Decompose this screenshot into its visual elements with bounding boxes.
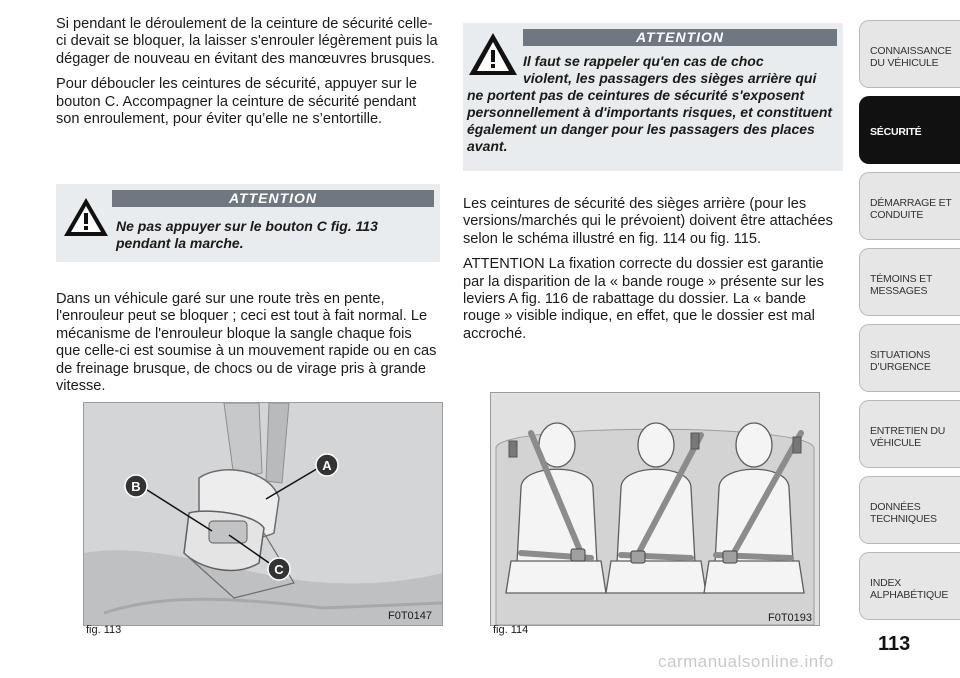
fig114-code: F0T0193 bbox=[768, 612, 813, 624]
fig113-label: fig. 113 bbox=[86, 624, 122, 636]
paragraph-unwind: Si pendant le déroulement de la ceinture de sécurité celle-ci devait se bloquer, la laisser s'enrouler légèrement puis la dégager de nouveau en évitant des manœuvres brusques. bbox=[56, 16, 438, 67]
paragraph-unbuckle: Pour déboucler les ceintures de sécurité, appuyer sur le bouton C. Accompagner la ceinture de sécurité pendant son enroulement, pour éviter qu’elle ne s’entortille. bbox=[56, 76, 417, 128]
paragraph-red-band: ATTENTION La fixation correcte du dossier est garantie par la disparition de la « bande rouge » présente sur les leviers A fig. 116 de rabattage du dossier. La « bande rouge » visible indique, en effet, que le dossier est mal accroché. bbox=[463, 256, 825, 342]
tab-securite[interactable]: SÉCURITÉ bbox=[859, 96, 960, 164]
figure-114-rear-passengers bbox=[490, 392, 820, 626]
tab-temoins-et-messages[interactable]: TÉMOINS ET MESSAGES bbox=[859, 248, 960, 316]
warning-title: ATTENTION bbox=[112, 190, 434, 207]
tab-demarrage-et-conduite[interactable]: DÉMARRAGE ET CONDUITE bbox=[859, 172, 960, 240]
warning-text-line1: Il faut se rappeler qu'en cas de choc bbox=[523, 53, 764, 69]
buckle-illustration bbox=[84, 403, 442, 625]
callout-a: A bbox=[322, 458, 332, 473]
warning-triangle-icon bbox=[62, 196, 110, 238]
figure-113-buckle bbox=[83, 402, 443, 626]
tab-entretien-du-vehicule[interactable]: ENTRETIEN DU VÉHICULE bbox=[859, 400, 960, 468]
tab-index-alphabetique[interactable]: INDEX ALPHABÉTIQUE bbox=[859, 552, 960, 620]
fig113-code: F0T0147 bbox=[388, 610, 433, 622]
warning-text bbox=[467, 53, 839, 155]
callout-c: C bbox=[274, 562, 284, 577]
tab-situations-durgence[interactable]: SITUATIONS D’URGENCE bbox=[859, 324, 960, 392]
left-column bbox=[56, 16, 440, 136]
callout-b: B bbox=[131, 479, 141, 494]
warning-box-rear-passengers bbox=[463, 23, 843, 171]
paragraph-retractor: Dans un véhicule garé sur une route très en pente, l'enrouleur peut se bloquer ; ceci est tout à fait normal. Le mécanisme de l'enrouleur bloque la sangle chaque fois que celle-ci est soumise à un mouvement rapide ou en cas de freinage brusque, de chocs ou de virage pris à grande vitesse. bbox=[56, 291, 437, 395]
warning-text-line2: violent, les passagers des sièges arrière qui bbox=[523, 70, 817, 86]
paragraph-rear-belts: Les ceintures de sécurité des sièges arrière (pour les versions/marchés qui le prévoient) doivent être attachées selon le schéma illustré en fig. 114 ou fig. 115. bbox=[463, 196, 833, 247]
page-number: 113 bbox=[878, 633, 911, 655]
warning-text-rest: ne portent pas de ceintures de sécurité s'exposent personnellement à d'importants risques, et constituent également un danger pour les passagers des places avant. bbox=[467, 87, 833, 154]
warning-box-button-c bbox=[56, 184, 440, 262]
watermark: carmanualsonline.info bbox=[658, 652, 834, 671]
warning-text: Ne pas appuyer sur le bouton C fig. 113 pendant la marche. bbox=[116, 218, 378, 251]
tab-donnees-techniques[interactable]: DONNÉES TECHNIQUES bbox=[859, 476, 960, 544]
tab-connaissance-du-vehicule[interactable]: CONNAISSANCE DU VÉHICULE bbox=[859, 20, 960, 88]
fig114-label: fig. 114 bbox=[493, 624, 529, 636]
warning-title: ATTENTION bbox=[523, 29, 837, 46]
mid-column bbox=[463, 196, 843, 351]
rear-seats-illustration bbox=[491, 393, 819, 625]
